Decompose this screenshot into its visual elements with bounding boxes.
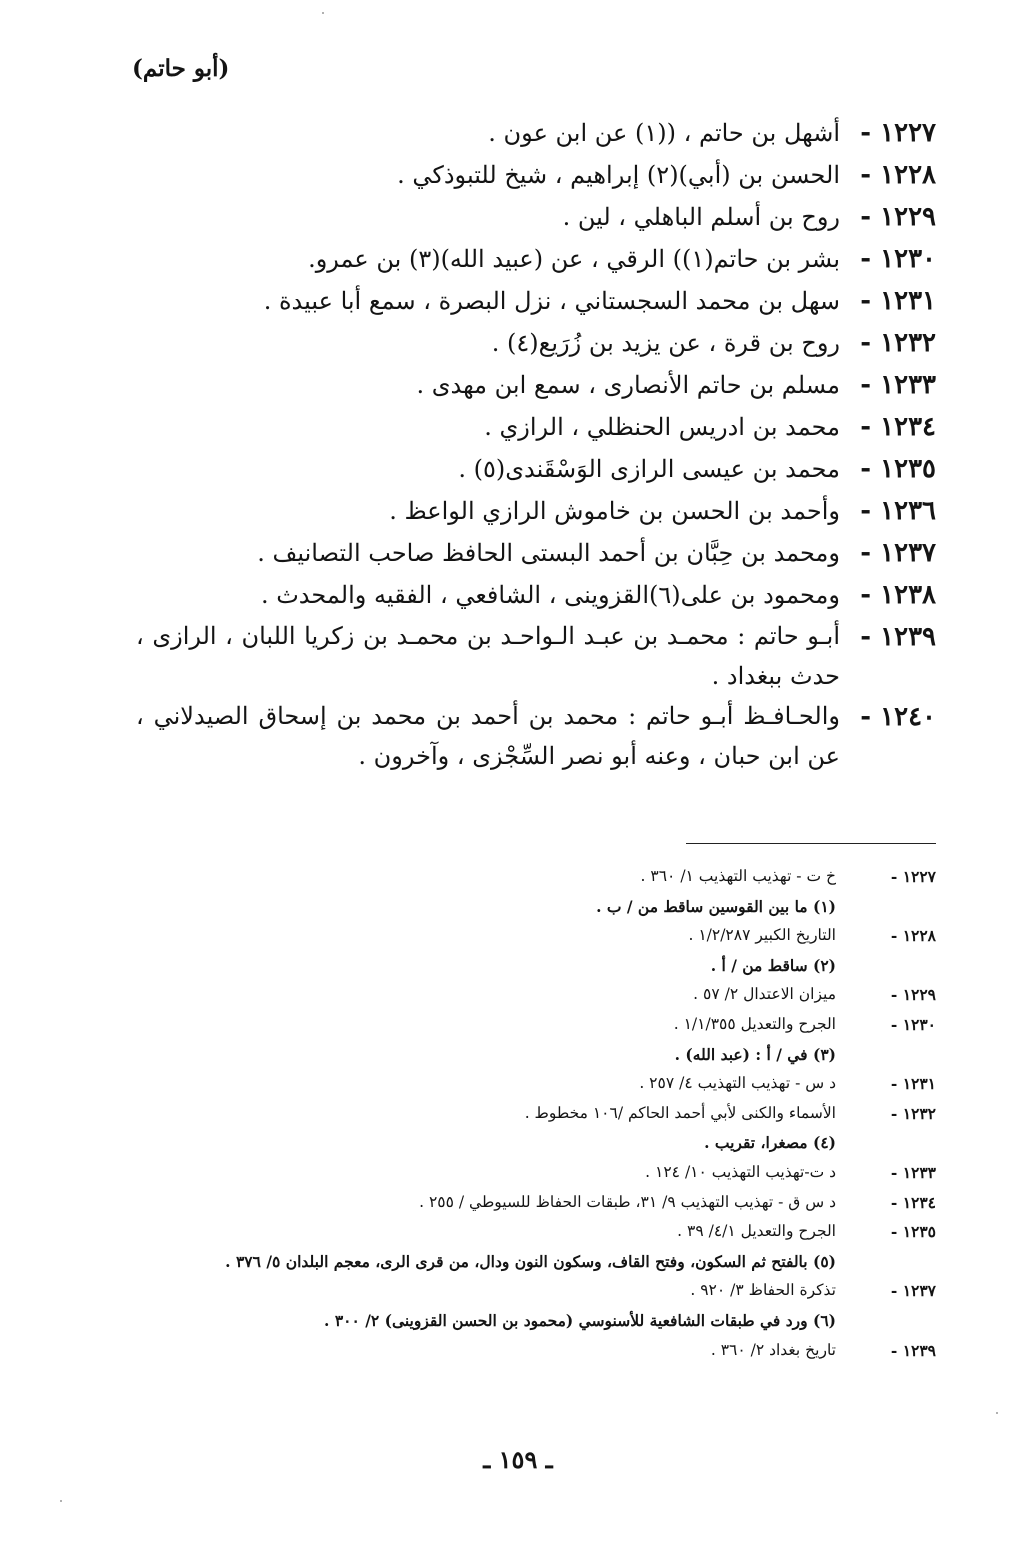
entry-text: محمد بن ادريس الحنظلي ، الرازي . bbox=[484, 413, 840, 441]
scan-speck bbox=[996, 1412, 998, 1414]
entry-1231 bbox=[136, 280, 936, 322]
entry-number: ١٢٣٤ - bbox=[860, 412, 936, 442]
scan-speck bbox=[60, 1500, 62, 1502]
footnote-number: ١٢٣٩ - bbox=[890, 1340, 936, 1360]
footnote-number: ١٢٢٧ - bbox=[890, 867, 936, 886]
entry-text: روح بن أسلم الباهلي ، لين . bbox=[562, 203, 840, 231]
entry-text: والحـافـظ أبـو حاتم : محمد بن أحمد بن محمد بن إسحاق الصيدلاني ، عن ابن حبان ، وعنه أبو نصر السِّجْزى ، وآخرون . bbox=[136, 702, 840, 770]
entry-1229 bbox=[136, 196, 936, 238]
footnote-text: د ت-تهذيب التهذيب ١٠/ ١٢٤ . bbox=[645, 1162, 836, 1181]
footnote-text: خ ت - تهذيب التهذيب ١/ ٣٦٠ . bbox=[640, 867, 836, 885]
entry-number: ١٢٣٩ - bbox=[860, 622, 936, 652]
footnote-text: (٦) ورد في طبقات الشافعية للأسنوسي (محمود بن الحسن القزوينى) ٢/ ٣٠٠ . bbox=[324, 1310, 836, 1330]
footnote-source bbox=[136, 1069, 936, 1099]
entry-1235 bbox=[136, 448, 936, 490]
footnote-number: ١٢٣٢ - bbox=[890, 1103, 936, 1123]
footnote-number bbox=[836, 951, 936, 981]
page-number: ـ ١٥٩ ـ bbox=[483, 1445, 553, 1474]
entry-1228 bbox=[136, 154, 936, 196]
entry-text: الحسن بن (أبي)(٢) إبراهيم ، شيخ للتبوذكي . bbox=[397, 161, 840, 189]
footnote-number: ١٢٣١ - bbox=[890, 1074, 936, 1094]
footnote-note bbox=[136, 951, 936, 981]
footnote-source bbox=[136, 1188, 936, 1218]
running-head: (أبو حاتم) bbox=[132, 55, 230, 82]
footnote-number: ١٢٢٩ - bbox=[890, 985, 936, 1005]
entry-1234 bbox=[136, 406, 936, 448]
footnote-number: ١٢٣٠ - bbox=[890, 1014, 936, 1034]
entry-number: ١٢٣٠ - bbox=[860, 244, 936, 274]
entry-1240 bbox=[136, 696, 936, 776]
footnote-text: د س - تهذيب التهذيب ٤/ ٢٥٧ . bbox=[639, 1074, 836, 1093]
footnote-text: الأسماء والكنى لأبي أحمد الحاكم /١٠٦ مخطوط . bbox=[524, 1103, 836, 1122]
entries-list bbox=[136, 112, 936, 776]
entry-number: ١٢٣٥ - bbox=[860, 454, 936, 484]
footnote-source bbox=[136, 1336, 936, 1366]
entry-1237 bbox=[136, 532, 936, 574]
footnote-text: ميزان الاعتدال ٢/ ٥٧ . bbox=[693, 985, 836, 1004]
footnote-number bbox=[836, 892, 936, 922]
entry-1238 bbox=[136, 574, 936, 616]
footnote-text: (٤) مصغرا، تقريب . bbox=[704, 1133, 836, 1153]
entry-number: ١٢٣٧ - bbox=[860, 538, 936, 568]
footnote-source bbox=[136, 1099, 936, 1129]
footnotes-list bbox=[136, 862, 936, 1365]
entry-number: ١٢٢٨ - bbox=[860, 160, 936, 190]
entry-text: أبـو حاتم : محمـد بن عبـد الـواحـد بن محمـد بن زكريا اللبان ، الرازى ، حدث ببغداد . bbox=[136, 622, 840, 690]
entry-1227 bbox=[136, 112, 936, 154]
footnote-note bbox=[136, 1247, 936, 1277]
footnote-number: ١٢٣٣ - bbox=[890, 1162, 936, 1182]
footnote-text: (٢) ساقط من / أ . bbox=[710, 955, 836, 975]
footnote-number bbox=[836, 1040, 936, 1070]
entry-text: بشر بن حاتم(١)) الرقي ، عن (عبيد الله)(٣) بن عمرو. bbox=[308, 245, 840, 273]
entry-text: ومحمد بن حِبَّان بن أحمد البستى الحافظ صاحب التصانيف . bbox=[257, 539, 840, 567]
footnote-text: التاريخ الكبير ١/٢/٢٨٧ . bbox=[688, 926, 836, 945]
footnote-divider bbox=[686, 843, 936, 844]
footnote-note bbox=[136, 1128, 936, 1158]
entry-1232 bbox=[136, 322, 936, 364]
footnote-text: (٥) بالفتح ثم السكون، وفتح القاف، وسكون النون ودال، من قرى الرى، معجم البلدان ٥/ ٣٧٦ . bbox=[225, 1251, 836, 1271]
entry-number: ١٢٣١ - bbox=[860, 286, 936, 316]
entry-text: مسلم بن حاتم الأنصارى ، سمع ابن مهدى . bbox=[416, 371, 840, 399]
footnote-number bbox=[836, 1247, 936, 1277]
footnote-text: الجرح والتعديل ١/١/٣٥٥ . bbox=[673, 1014, 836, 1033]
entry-1236 bbox=[136, 490, 936, 532]
footnote-number: ١٢٣٤ - bbox=[890, 1192, 936, 1212]
footnote-number: ١٢٣٧ - bbox=[890, 1281, 936, 1301]
footnote-source bbox=[136, 1010, 936, 1040]
footnote-text: (١) ما بين القوسين ساقط من / ب . bbox=[596, 896, 836, 916]
footnote-source bbox=[136, 980, 936, 1010]
footnote-source bbox=[136, 921, 936, 951]
entry-text: وأحمد بن الحسن بن خاموش الرازي الواعظ . bbox=[389, 497, 840, 525]
footnote-number: ١٢٢٨ - bbox=[890, 926, 936, 946]
entry-number: ١٢٣٦ - bbox=[860, 496, 936, 526]
footnote-text: الجرح والتعديل ٤/١/ ٣٩ . bbox=[677, 1222, 836, 1241]
footnote-text: (٣) في / أ : (عبد الله) . bbox=[674, 1044, 836, 1064]
footnote-source bbox=[136, 1158, 936, 1188]
scan-speck bbox=[322, 12, 324, 14]
entry-number: ١٢٢٧ - bbox=[860, 118, 936, 148]
footnote-source bbox=[136, 1276, 936, 1306]
footnote-number bbox=[836, 1128, 936, 1158]
footnote-note bbox=[136, 1306, 936, 1336]
entry-text: سهل بن محمد السجستاني ، نزل البصرة ، سمع أبا عبيدة . bbox=[263, 287, 840, 315]
entry-1230 bbox=[136, 238, 936, 280]
footnote-note bbox=[136, 1040, 936, 1070]
entry-text: ومحمود بن على(٦)القزوينى ، الشافعي ، الفقيه والمحدث . bbox=[260, 581, 840, 609]
entry-text: روح بن قرة ، عن يزيد بن زُرَيع(٤) . bbox=[491, 329, 840, 357]
entry-1233 bbox=[136, 364, 936, 406]
footnote-number bbox=[836, 1306, 936, 1336]
entry-number: ١٢٣٢ - bbox=[860, 328, 936, 358]
footnote-text: تذكرة الحفاظ ٣/ ٩٢٠ . bbox=[690, 1281, 836, 1300]
entry-text: محمد بن عيسى الرازى الوَسْقَندى(٥) . bbox=[458, 455, 840, 483]
entry-number: ١٢٢٩ - bbox=[860, 202, 936, 232]
footnote-number: ١٢٣٥ - bbox=[890, 1222, 936, 1242]
entry-number: ١٢٣٣ - bbox=[860, 370, 936, 400]
entry-number: ١٢٣٨ - bbox=[860, 580, 936, 610]
footnote-text: د س ق - تهذيب التهذيب ٩/ ٣١، طبقات الحفاظ للسيوطي / ٢٥٥ . bbox=[419, 1192, 836, 1211]
entry-1239 bbox=[136, 616, 936, 696]
footnote-source bbox=[136, 1217, 936, 1247]
entry-number: ١٢٤٠ - bbox=[860, 702, 936, 732]
footnote-text: تاريخ بغداد ٢/ ٣٦٠ . bbox=[710, 1340, 836, 1359]
entry-text: أشهل بن حاتم ، ((١) عن ابن عون . bbox=[488, 119, 840, 147]
footnote-note bbox=[136, 892, 936, 922]
footnote-source bbox=[136, 862, 936, 892]
